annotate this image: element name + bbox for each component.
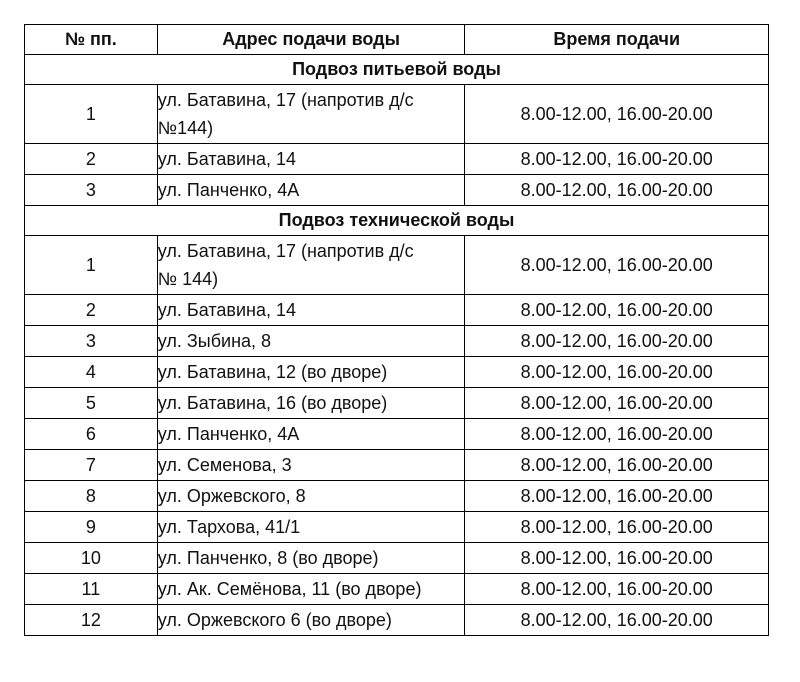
row-number: 8: [25, 481, 158, 512]
section-row: [25, 55, 769, 85]
row-address: [157, 236, 465, 295]
table-row: [25, 512, 769, 543]
row-time: 8.00-12.00, 16.00-20.00: [465, 236, 769, 295]
row-address: ул. Батавина, 14: [157, 144, 465, 175]
row-number: 11: [25, 574, 158, 605]
row-address: ул. Панченко, 8 (во дворе): [157, 543, 465, 574]
row-time: 8.00-12.00, 16.00-20.00: [465, 543, 769, 574]
row-time: 8.00-12.00, 16.00-20.00: [465, 175, 769, 206]
row-address: ул. Семенова, 3: [157, 450, 465, 481]
row-number: 6: [25, 419, 158, 450]
table-row: [25, 326, 769, 357]
header-address: Адрес подачи воды: [157, 25, 465, 55]
table-row: [25, 144, 769, 175]
row-address-line: №144): [157, 118, 214, 138]
section-row: [25, 206, 769, 236]
table-row: [25, 295, 769, 326]
row-number: 3: [25, 175, 158, 206]
row-address-line: ул. Батавина, 17 (напротив д/с: [157, 241, 414, 261]
row-number: 7: [25, 450, 158, 481]
row-address: ул. Батавина, 12 (во дворе): [157, 357, 465, 388]
row-address: ул. Зыбина, 8: [157, 326, 465, 357]
row-time: 8.00-12.00, 16.00-20.00: [465, 512, 769, 543]
table-row: [25, 419, 769, 450]
row-number: 4: [25, 357, 158, 388]
row-address: ул. Батавина, 16 (во дворе): [157, 388, 465, 419]
row-address-line: ул. Батавина, 17 (напротив д/с: [157, 90, 414, 110]
header-row: [25, 25, 769, 55]
row-time: 8.00-12.00, 16.00-20.00: [465, 357, 769, 388]
row-address: ул. Оржевского, 8: [157, 481, 465, 512]
row-time: 8.00-12.00, 16.00-20.00: [465, 481, 769, 512]
table-row: [25, 236, 769, 295]
row-time: 8.00-12.00, 16.00-20.00: [465, 419, 769, 450]
table-row: [25, 481, 769, 512]
row-address: ул. Ак. Семёнова, 11 (во дворе): [157, 574, 465, 605]
row-number: 12: [25, 605, 158, 636]
row-number: 3: [25, 326, 158, 357]
row-time: 8.00-12.00, 16.00-20.00: [465, 450, 769, 481]
row-address: ул. Батавина, 14: [157, 295, 465, 326]
row-address: ул. Панченко, 4А: [157, 175, 465, 206]
header-time: Время подачи: [465, 25, 769, 55]
table-row: [25, 175, 769, 206]
row-number: 1: [25, 236, 158, 295]
row-time: 8.00-12.00, 16.00-20.00: [465, 388, 769, 419]
row-address: ул. Тархова, 41/1: [157, 512, 465, 543]
section-title: Подвоз технической воды: [25, 206, 769, 236]
table-row: [25, 605, 769, 636]
row-time: 8.00-12.00, 16.00-20.00: [465, 85, 769, 144]
row-number: 9: [25, 512, 158, 543]
row-address: [157, 85, 465, 144]
row-time: 8.00-12.00, 16.00-20.00: [465, 326, 769, 357]
water-schedule-table: [24, 24, 769, 636]
row-time: 8.00-12.00, 16.00-20.00: [465, 605, 769, 636]
row-number: 5: [25, 388, 158, 419]
table-row: [25, 357, 769, 388]
row-number: 1: [25, 85, 158, 144]
row-number: 2: [25, 144, 158, 175]
table-row: [25, 574, 769, 605]
table-row: [25, 543, 769, 574]
row-address: ул. Панченко, 4А: [157, 419, 465, 450]
row-time: 8.00-12.00, 16.00-20.00: [465, 144, 769, 175]
section-title: Подвоз питьевой воды: [25, 55, 769, 85]
table-row: [25, 85, 769, 144]
row-time: 8.00-12.00, 16.00-20.00: [465, 574, 769, 605]
table-row: [25, 450, 769, 481]
row-number: 2: [25, 295, 158, 326]
row-time: 8.00-12.00, 16.00-20.00: [465, 295, 769, 326]
row-address-line: № 144): [157, 269, 219, 289]
header-number: № пп.: [25, 25, 158, 55]
row-number: 10: [25, 543, 158, 574]
table-row: [25, 388, 769, 419]
row-address: ул. Оржевского 6 (во дворе): [157, 605, 465, 636]
